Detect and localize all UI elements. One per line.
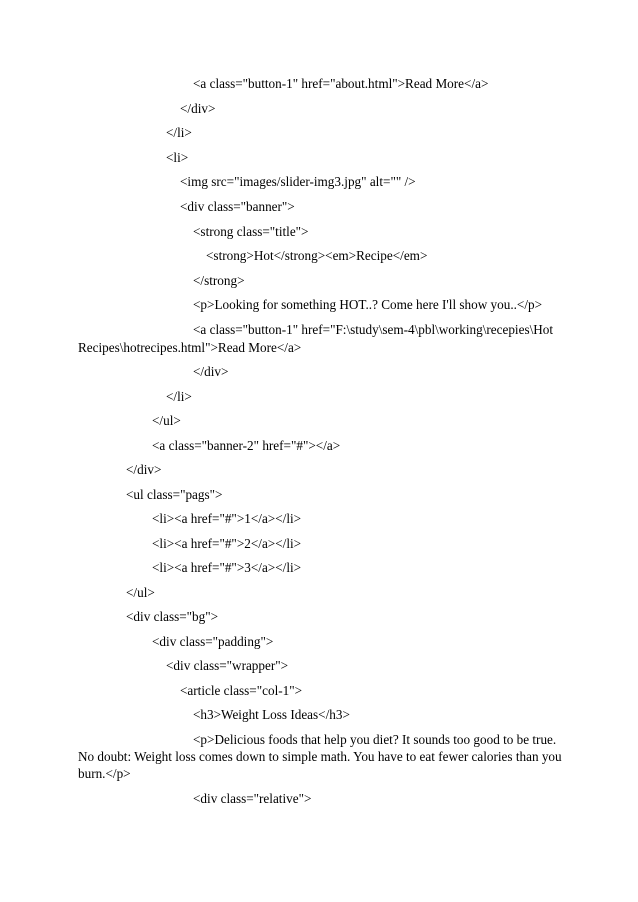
code-line: </ul>	[152, 413, 181, 428]
code-line: <li><a href="#">2</a></li>	[152, 536, 302, 551]
code-line: <strong class="title">	[193, 224, 309, 239]
code-line: burn.</p>	[78, 766, 131, 781]
code-line: <img src="images/slider-img3.jpg" alt="" />	[180, 174, 416, 189]
code-line: </div>	[193, 364, 229, 379]
code-line: </strong>	[193, 273, 245, 288]
code-line: <li><a href="#">1</a></li>	[152, 511, 302, 526]
code-line: <a class="button-1" href="F:\study\sem-4\pbl\working\recepies\Hot	[193, 322, 554, 337]
code-line: </ul>	[126, 585, 155, 600]
code-line: <p>Delicious foods that help you diet? It sounds too good to be true.	[193, 732, 557, 747]
code-line: <div class="padding">	[152, 634, 274, 649]
code-line: <div class="bg">	[126, 609, 219, 624]
code-line: <h3>Weight Loss Ideas</h3>	[193, 707, 350, 722]
code-line: </div>	[180, 101, 216, 116]
code-line: <ul class="pags">	[126, 487, 223, 502]
code-line: <li>	[166, 150, 189, 165]
code-line: <p>Looking for something HOT..? Come here I'll show you..</p>	[193, 297, 543, 312]
code-line: <li><a href="#">3</a></li>	[152, 560, 302, 575]
code-line: </li>	[166, 125, 192, 140]
code-line: <div class="relative">	[193, 791, 312, 806]
code-line: <a class="button-1" href="about.html">Read More</a>	[193, 76, 489, 91]
code-line: <article class="col-1">	[180, 683, 303, 698]
code-line: <strong>Hot</strong><em>Recipe</em>	[206, 248, 428, 263]
code-line: Recipes\hotrecipes.html">Read More</a>	[78, 340, 302, 355]
code-line: </li>	[166, 389, 192, 404]
code-line: </div>	[126, 462, 162, 477]
code-line: <div class="banner">	[180, 199, 295, 214]
code-line: <div class="wrapper">	[166, 658, 289, 673]
code-line: No doubt: Weight loss comes down to simple math. You have to eat fewer calories than you	[78, 749, 562, 764]
code-line: <a class="banner-2" href="#"></a>	[152, 438, 341, 453]
